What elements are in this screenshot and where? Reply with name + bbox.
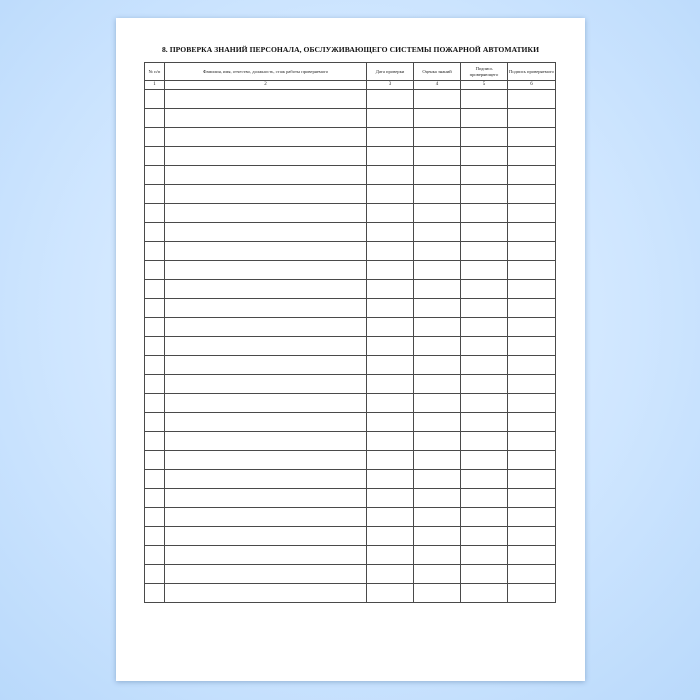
table-cell <box>414 470 461 489</box>
table-cell <box>367 90 414 109</box>
table-cell <box>461 565 508 584</box>
table-cell <box>414 508 461 527</box>
table-cell <box>461 318 508 337</box>
table-cell <box>414 318 461 337</box>
table-cell <box>461 375 508 394</box>
table-cell <box>145 280 165 299</box>
table-cell <box>165 223 367 242</box>
table-cell <box>367 527 414 546</box>
table-row <box>145 185 556 204</box>
table-cell <box>145 546 165 565</box>
table-cell <box>145 432 165 451</box>
table-cell <box>414 489 461 508</box>
table-row <box>145 565 556 584</box>
table-cell <box>145 375 165 394</box>
table-cell <box>508 470 556 489</box>
table-cell <box>508 451 556 470</box>
table-cell <box>165 470 367 489</box>
table-cell <box>145 242 165 261</box>
table-cell <box>461 166 508 185</box>
table-cell <box>145 223 165 242</box>
table-cell <box>367 223 414 242</box>
table-cell <box>508 394 556 413</box>
table-cell <box>165 508 367 527</box>
table-cell <box>145 109 165 128</box>
table-cell <box>367 185 414 204</box>
table-row <box>145 242 556 261</box>
table-cell <box>165 147 367 166</box>
table-cell <box>461 299 508 318</box>
table-cell <box>414 90 461 109</box>
table-row <box>145 204 556 223</box>
table-cell <box>165 128 367 147</box>
table-cell <box>145 204 165 223</box>
knowledge-check-table <box>144 62 556 603</box>
table-cell <box>414 337 461 356</box>
table-cell <box>461 147 508 166</box>
table-cell <box>165 299 367 318</box>
document-page <box>116 18 585 681</box>
table-cell <box>414 185 461 204</box>
table-cell <box>508 527 556 546</box>
table-cell <box>165 451 367 470</box>
table-cell <box>508 261 556 280</box>
table-cell <box>165 565 367 584</box>
column-number: 1 <box>145 81 165 90</box>
table-cell <box>367 508 414 527</box>
table-cell <box>165 413 367 432</box>
header-check-date: Дата проверки <box>367 63 414 81</box>
table-cell <box>508 299 556 318</box>
table-cell <box>145 527 165 546</box>
table-body <box>145 90 556 603</box>
table-cell <box>414 299 461 318</box>
table-cell <box>145 185 165 204</box>
table-cell <box>165 204 367 223</box>
table-row <box>145 546 556 565</box>
table-cell <box>414 242 461 261</box>
table-row <box>145 375 556 394</box>
table-cell <box>461 470 508 489</box>
table-cell <box>145 565 165 584</box>
table-cell <box>367 470 414 489</box>
table-cell <box>145 451 165 470</box>
table-cell <box>461 546 508 565</box>
table-cell <box>461 508 508 527</box>
header-number: № п/п <box>145 63 165 81</box>
table-row <box>145 90 556 109</box>
table-cell <box>145 128 165 147</box>
table-cell <box>165 242 367 261</box>
table-cell <box>414 356 461 375</box>
table-row <box>145 394 556 413</box>
header-knowledge-grade: Оценка знаний <box>414 63 461 81</box>
table-row <box>145 527 556 546</box>
table-cell <box>461 128 508 147</box>
table-cell <box>461 223 508 242</box>
table-row <box>145 223 556 242</box>
table-cell <box>165 318 367 337</box>
table-cell <box>145 261 165 280</box>
table-cell <box>165 546 367 565</box>
table-cell <box>508 242 556 261</box>
table-cell <box>508 413 556 432</box>
table-cell <box>508 318 556 337</box>
table-cell <box>165 90 367 109</box>
header-full-name: Фамилия, имя, отчество, должность, стаж работы проверяемого <box>165 63 367 81</box>
table-cell <box>414 584 461 603</box>
table-cell <box>414 261 461 280</box>
table-row <box>145 128 556 147</box>
table-cell <box>367 394 414 413</box>
table-cell <box>367 432 414 451</box>
table-cell <box>461 242 508 261</box>
table-cell <box>461 584 508 603</box>
table-cell <box>461 185 508 204</box>
table-cell <box>367 451 414 470</box>
table-cell <box>508 546 556 565</box>
table-cell <box>165 489 367 508</box>
table-cell <box>461 413 508 432</box>
table-cell <box>508 166 556 185</box>
table-cell <box>165 375 367 394</box>
table-cell <box>414 204 461 223</box>
table-cell <box>508 204 556 223</box>
table-cell <box>367 261 414 280</box>
table-cell <box>367 413 414 432</box>
table-row <box>145 432 556 451</box>
table-cell <box>145 489 165 508</box>
table-cell <box>508 90 556 109</box>
table-cell <box>367 166 414 185</box>
column-number: 6 <box>508 81 556 90</box>
table-cell <box>165 432 367 451</box>
table-cell <box>165 394 367 413</box>
table-cell <box>414 109 461 128</box>
table-cell <box>367 318 414 337</box>
table-cell <box>414 280 461 299</box>
table-cell <box>414 451 461 470</box>
table-cell <box>367 375 414 394</box>
table-cell <box>165 280 367 299</box>
table-cell <box>367 128 414 147</box>
table-row <box>145 166 556 185</box>
table-cell <box>145 508 165 527</box>
table-cell <box>461 451 508 470</box>
table-cell <box>461 337 508 356</box>
header-examinee-signature: Подпись проверяемого <box>508 63 556 81</box>
table-cell <box>165 356 367 375</box>
table-cell <box>414 375 461 394</box>
table-cell <box>367 147 414 166</box>
table-cell <box>145 356 165 375</box>
table-cell <box>414 546 461 565</box>
table-cell <box>461 109 508 128</box>
table-row <box>145 147 556 166</box>
table-row <box>145 109 556 128</box>
table-row <box>145 451 556 470</box>
table-row <box>145 489 556 508</box>
table-cell <box>367 489 414 508</box>
header-inspector-signature: Подпись проверяющего <box>461 63 508 81</box>
document-title: 8. ПРОВЕРКА ЗНАНИЙ ПЕРСОНАЛА, ОБСЛУЖИВАЮЩЕГО СИСТЕМЫ ПОЖАРНОЙ АВТОМАТИКИ <box>161 45 540 54</box>
table-cell <box>508 565 556 584</box>
table-cell <box>145 166 165 185</box>
table-cell <box>367 337 414 356</box>
table-row <box>145 299 556 318</box>
table-row <box>145 584 556 603</box>
table-cell <box>508 432 556 451</box>
table-cell <box>461 489 508 508</box>
table-cell <box>367 299 414 318</box>
table-cell <box>367 546 414 565</box>
table-cell <box>508 508 556 527</box>
table-row <box>145 261 556 280</box>
table-cell <box>367 565 414 584</box>
table-cell <box>414 394 461 413</box>
table-cell <box>461 204 508 223</box>
table-cell <box>414 166 461 185</box>
table-cell <box>508 185 556 204</box>
table-cell <box>508 280 556 299</box>
table-cell <box>145 318 165 337</box>
table-row <box>145 470 556 489</box>
table-cell <box>461 90 508 109</box>
table-cell <box>508 128 556 147</box>
table-cell <box>508 375 556 394</box>
column-number: 2 <box>165 81 367 90</box>
table-row <box>145 413 556 432</box>
table-cell <box>367 280 414 299</box>
table-cell <box>367 109 414 128</box>
table-cell <box>145 584 165 603</box>
table-cell <box>414 527 461 546</box>
table-cell <box>145 147 165 166</box>
table-cell <box>165 185 367 204</box>
table-cell <box>145 470 165 489</box>
table-cell <box>414 223 461 242</box>
table-row <box>145 337 556 356</box>
column-number-row <box>145 81 556 90</box>
table-cell <box>145 394 165 413</box>
table-row <box>145 508 556 527</box>
table-cell <box>165 261 367 280</box>
table-cell <box>414 147 461 166</box>
table-cell <box>165 584 367 603</box>
table-cell <box>508 109 556 128</box>
table-row <box>145 280 556 299</box>
table-header-row <box>145 63 556 81</box>
table-cell <box>367 584 414 603</box>
table-cell <box>508 584 556 603</box>
table-cell <box>508 489 556 508</box>
table-cell <box>414 432 461 451</box>
table-cell <box>414 128 461 147</box>
table-cell <box>165 109 367 128</box>
table-cell <box>461 394 508 413</box>
table-cell <box>165 337 367 356</box>
column-number: 5 <box>461 81 508 90</box>
table-cell <box>414 413 461 432</box>
table-cell <box>508 223 556 242</box>
column-number: 3 <box>367 81 414 90</box>
table-cell <box>145 413 165 432</box>
table-cell <box>461 432 508 451</box>
table-cell <box>145 90 165 109</box>
table-cell <box>508 356 556 375</box>
table-cell <box>165 166 367 185</box>
table-cell <box>461 280 508 299</box>
table-cell <box>461 356 508 375</box>
table-cell <box>508 337 556 356</box>
table-row <box>145 356 556 375</box>
table-cell <box>367 356 414 375</box>
table-cell <box>165 527 367 546</box>
table-cell <box>367 242 414 261</box>
table-cell <box>414 565 461 584</box>
table-cell <box>145 337 165 356</box>
column-number: 4 <box>414 81 461 90</box>
table-row <box>145 318 556 337</box>
table-cell <box>367 204 414 223</box>
table-cell <box>145 299 165 318</box>
table-cell <box>508 147 556 166</box>
table-cell <box>461 527 508 546</box>
table-cell <box>461 261 508 280</box>
